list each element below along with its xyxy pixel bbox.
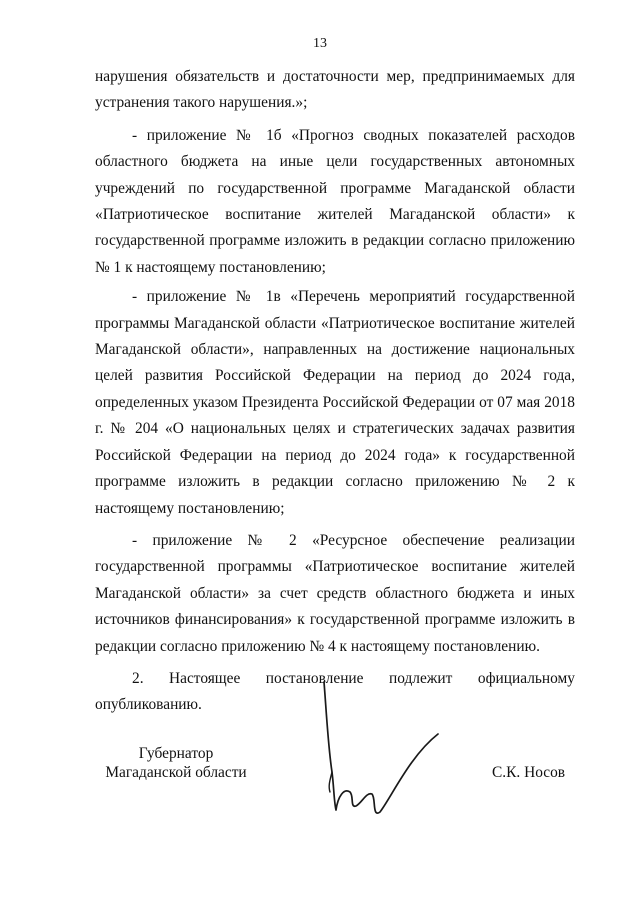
page-number: 13 [313,36,327,51]
signatory-position [96,744,256,782]
paragraph-continuation: нарушения обязательств и достаточности мер, предпринимаемых для устранения такого нарушения.»; [95,68,575,112]
document-body [95,64,575,719]
paragraph-appendix-1b: - приложение № 1б «Прогноз сводных показателей расходов областного бюджета на иные цели государственных автономных учреждений по государственной программе Магаданской области «Патриотическое воспитание жителей Магаданской области» к государственной программе изложить в редакции согласно приложению № 1 к настоящему постановлению; [95,126,575,276]
paragraph-appendix-2: - приложение № 2 «Ресурсное обеспечение реализации государственной программы «Патриотическое воспитание жителей Магаданской области» за счет средств областного бюджета и иных источников финансирования» к государственной программе изложить в редакции согласно приложению № 4 к настоящему постановлению. [95,531,575,655]
handwritten-signature [310,676,450,826]
signatory-position-line1: Губернатор [138,745,214,762]
signatory-name: С.К. Носов [492,764,566,781]
paragraph-appendix-1v: - приложение № 1в «Перечень мероприятий государственной программы Магаданской области «Патриотическое воспитание жителей Магаданской области», направленных на достижение национальных целей развития Российской Федерации на период до 2024 года, определенных указом Президента Российской Федерации от 07 мая 2018 г. № 204 «О национальных целях и стратегических задачах развития Российской Федерации на период до 2024 года» к государственной программе изложить в редакции согласно приложению № 2 к настоящему постановлению; [95,288,575,517]
paragraph-publication: 2. Настоящее постановление подлежит официальному опубликованию. [95,669,575,714]
signatory-position-line2: Магаданской области [105,764,247,781]
